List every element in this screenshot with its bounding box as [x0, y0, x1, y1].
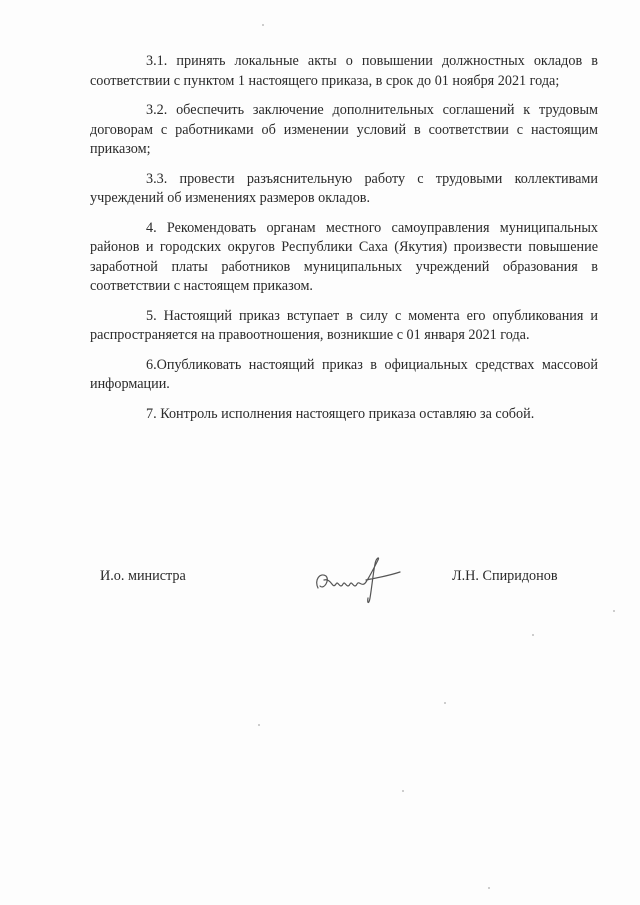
- scan-speck: [488, 887, 490, 889]
- scan-speck: [262, 24, 264, 26]
- scan-speck: [444, 702, 446, 704]
- scan-speck: [532, 634, 534, 636]
- signatory-name: Л.Н. Спиридонов: [452, 568, 558, 584]
- scan-speck: [613, 610, 615, 612]
- paragraph-4: 4. Рекомендовать органам местного самоуправления муниципальных районов и городских округов Республики Саха (Якутия) произвести повышение заработной платы работников муниципальных учреждений образования в соответствии с настоящем приказом.: [90, 219, 598, 294]
- paragraph-7: 7. Контроль исполнения настоящего приказа оставляю за собой.: [146, 405, 535, 422]
- scan-speck: [402, 790, 404, 792]
- document-body: [90, 52, 598, 424]
- handwritten-signature: [310, 550, 405, 608]
- scan-speck: [258, 724, 260, 726]
- signatory-title: И.о. министра: [100, 568, 186, 584]
- paragraph-3-1: 3.1. принять локальные акты о повышении должностных окладов в соответствии с пунктом 1 настоящего приказа, в срок до 01 ноября 2021 года;: [90, 53, 598, 89]
- paragraph-3-2: 3.2. обеспечить заключение дополнительных соглашений к трудовым договорам с работниками об изменении условий в соответствии с настоящим приказом;: [90, 102, 598, 157]
- signature-block: [100, 568, 600, 608]
- paragraph-3-3: 3.3. провести разъяснительную работу с трудовыми коллективами учреждений об изменениях размеров окладов.: [90, 170, 598, 206]
- paragraph-5: 5. Настоящий приказ вступает в силу с момента его опубликования и распространяется на правоотношения, возникшие с 01 января 2021 года.: [90, 307, 598, 343]
- paragraph-6: 6.Опубликовать настоящий приказ в официальных средствах массовой информации.: [90, 356, 598, 392]
